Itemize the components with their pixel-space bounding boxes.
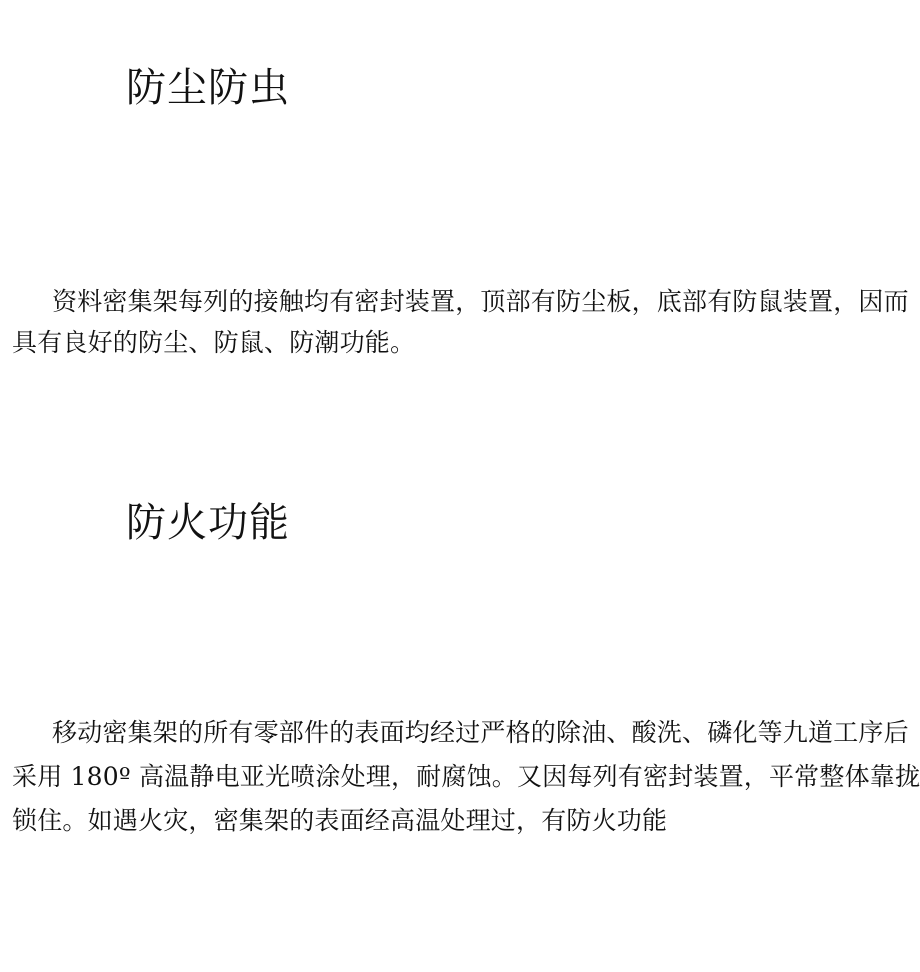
paragraph-line: 锁住。如遇火灾，密集架的表面经高温处理过，有防火功能 bbox=[12, 806, 668, 835]
section-heading-fireproof: 防火功能 bbox=[126, 500, 290, 546]
paragraph-line: 资料密集架每列的接触均有密封装置，顶部有防尘板，底部有防鼠装置，因而 bbox=[52, 287, 909, 316]
fireproof-paragraph bbox=[12, 711, 920, 843]
paragraph-line: 具有良好的防尘、防鼠、防潮功能。 bbox=[12, 328, 416, 357]
paragraph-line: 移动密集架的所有零部件的表面均经过严格的除油、酸洗、磷化等九道工序后 bbox=[52, 718, 909, 747]
dustproof-paragraph bbox=[12, 281, 909, 363]
paragraph-line: 采用 180º 高温静电亚光喷涂处理，耐腐蚀。又因每列有密封装置，平常整体靠拢 bbox=[12, 762, 920, 791]
section-heading-dustproof: 防尘防虫 bbox=[126, 65, 290, 111]
